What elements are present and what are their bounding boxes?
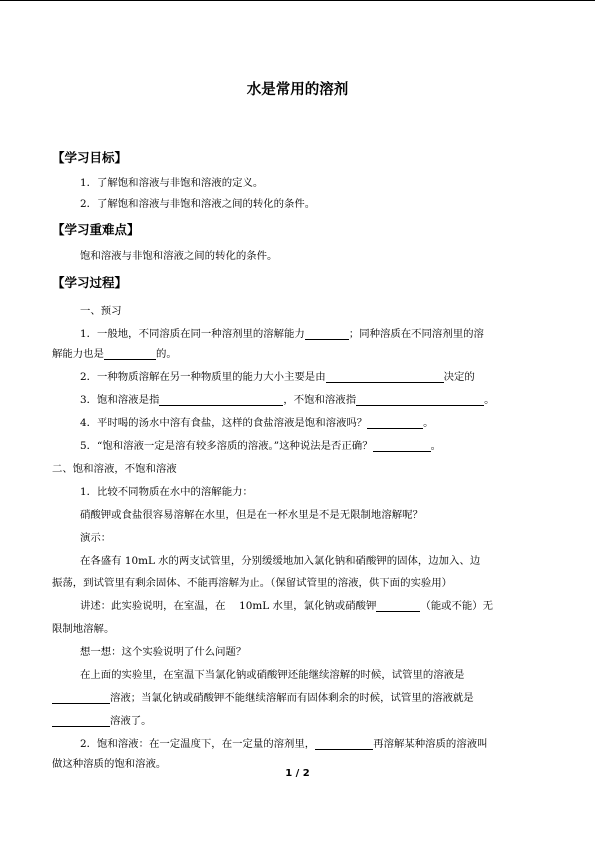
section2-p7-line3: 溶液了。 [52,715,152,727]
preview-q4: 4．平时喝的汤水中溶有食盐，这样的食盐溶液是饱和溶液吗？ 。 [80,417,434,429]
page-number: 1 / 2 [285,768,310,779]
answer-blank[interactable] [52,692,110,704]
answer-blank[interactable] [326,371,444,383]
answer-blank[interactable] [376,600,420,612]
goal-item: 1．了解饱和溶液与非饱和溶液的定义。 [80,177,264,189]
key-point-text: 饱和溶液与非饱和溶液之间的转化的条件。 [80,250,278,262]
answer-blank[interactable] [52,715,110,727]
answer-blank[interactable] [315,738,373,750]
section2-p7-line1: 在上面的实验里，在室温下当氯化钠或硝酸钾还能继续溶解的时候，试管里的溶液是 [80,669,465,681]
answer-blank[interactable] [305,328,349,340]
answer-blank[interactable] [159,394,283,406]
section2-p2: 硝酸钾或食盐很容易溶解在水里，但是在一杯水里是不是无限制地溶解呢？ [80,509,423,521]
section2-p1: 1．比较不同物质在水中的溶解能力： [80,486,253,498]
section2-p7-line2: 溶液；当氯化钠或硝酸钾不能继续溶解而有固体剩余的时候，试管里的溶液就是 [52,692,474,704]
answer-blank[interactable] [104,348,156,360]
heading-key-points: 【学习重难点】 [52,222,140,237]
section2-p8-line1: 2．饱和溶液：在一定温度下，在一定量的溶剂里， 再溶解某种溶质的溶液叫 [80,738,488,750]
top-border [0,0,595,1]
section2-p8-line2: 做这种溶质的饱和溶液。 [52,758,167,770]
preview-q5: 5．“饱和溶液一定是溶有较多溶质的溶液。”这种说法是否正确？ 。 [80,440,441,452]
answer-blank[interactable] [356,394,484,406]
page-title: 水是常用的溶剂 [246,82,349,98]
section2-p5-line1: 讲述：此实验说明，在室温，在 10mL 水里，氯化钠或硝酸钾 （能或不能）无 [80,600,494,612]
preview-q1-line2: 解能力也是 的。 [52,348,177,360]
heading-process: 【学习过程】 [52,275,128,290]
preview-q2: 2．一种物质溶解在另一种物质里的能力大小主要是由 决定的 [80,371,475,383]
section2-p4-line1: 在各盛有 10mL 水的两支试管里，分别缓缓地加入氯化钠和硝酸钾的固体，边加入、边 [80,555,481,567]
section2-title: 二、饱和溶液，不饱和溶液 [52,463,177,475]
section2-p4-line2: 振荡，到试管里有剩余固体、不能再溶解为止。（保留试管里的溶液，供下面的实验用） [52,577,453,589]
section2-p6: 想一想：这个实验说明了什么问题？ [80,646,247,658]
section2-p5-line2: 限制地溶解。 [52,623,115,635]
preview-q3: 3．饱和溶液是指 ，不饱和溶液指 。 [80,394,495,406]
preview-q1-line1: 1．一般地，不同溶质在同一种溶剂里的溶解能力 ；同种溶质在不同溶剂里的溶 [80,328,484,340]
goal-item: 2．了解饱和溶液与非饱和溶液之间的转化的条件。 [80,198,316,210]
heading-goals: 【学习目标】 [52,150,128,165]
preview-title: 一、预习 [80,305,122,317]
section2-p3: 演示： [80,532,112,544]
answer-blank[interactable] [367,417,423,429]
answer-blank[interactable] [373,440,431,452]
